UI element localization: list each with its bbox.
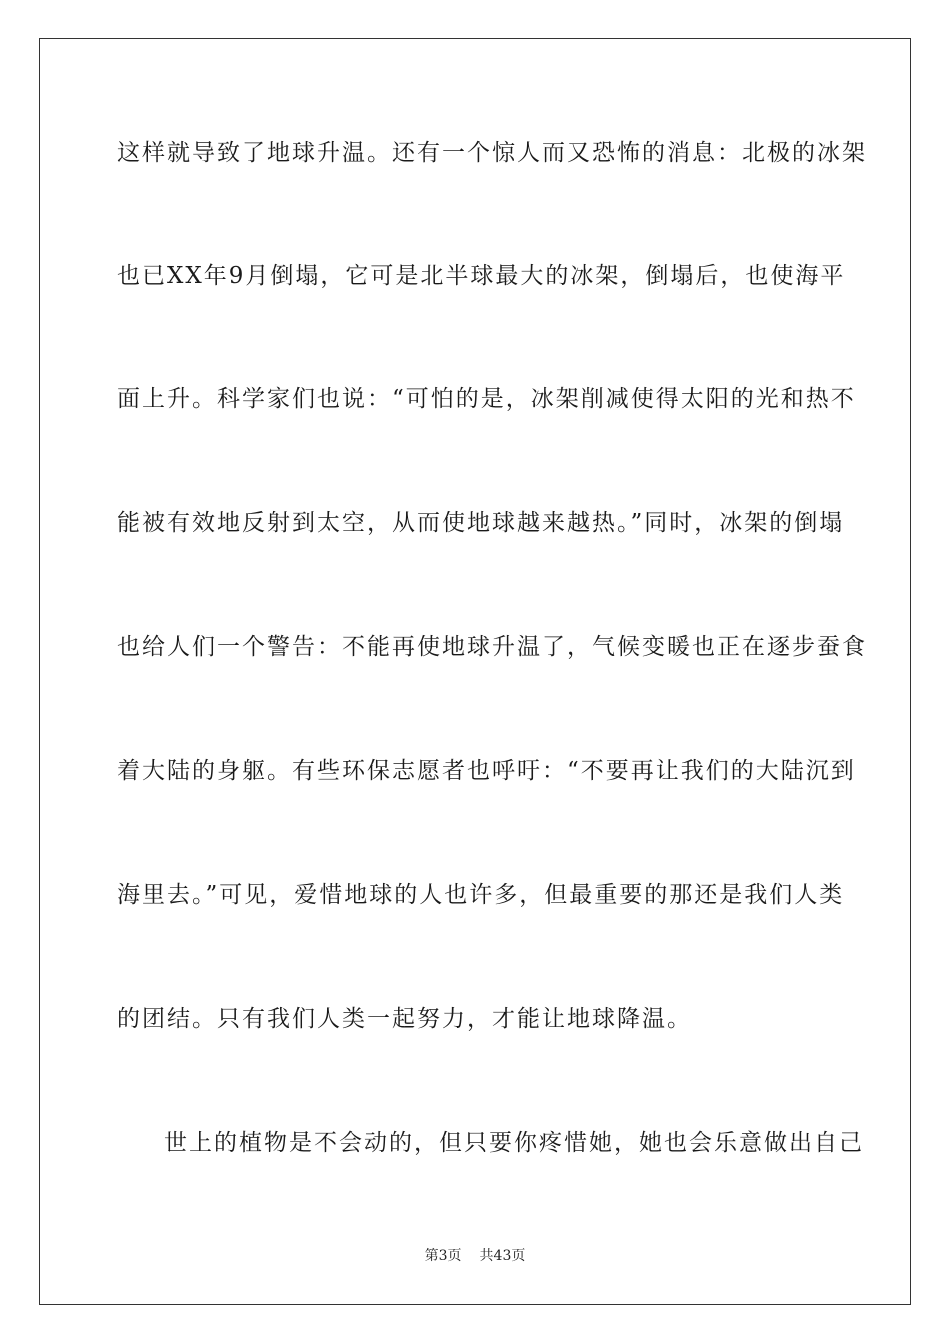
body-text-line: 海里去。”可见，爱惜地球的人也许多，但最重要的那还是我们人类 [117,882,845,908]
body-text-line: 这样就导致了地球升温。还有一个惊人而又恐怖的消息：北极的冰架 [117,140,867,166]
body-text-line: 也给人们一个警告：不能再使地球升温了，气候变暖也正在逐步蚕食 [117,634,867,660]
body-text-line: 也已XX年9月倒塌，它可是北半球最大的冰架，倒塌后，也使海平 [117,263,846,289]
paragraph-start-line: 世上的植物是不会动的，但只要你疼惜她，她也会乐意做出自己 [164,1130,864,1156]
page-total: 共43页 [479,1248,526,1264]
page-border [39,38,911,1305]
page-footer [0,1247,950,1265]
body-text-line: 能被有效地反射到太空，从而使地球越来越热。”同时，冰架的倒塌 [117,510,845,536]
body-text-line: 面上升。科学家们也说：“可怕的是，冰架削减使得太阳的光和热不 [117,386,856,412]
body-text-line: 的团结。只有我们人类一起努力，才能让地球降温。 [117,1006,692,1032]
body-text-line: 着大陆的身躯。有些环保志愿者也呼吁：“不要再让我们的大陆沉到 [117,758,856,784]
page-number: 第3页 [424,1248,462,1264]
